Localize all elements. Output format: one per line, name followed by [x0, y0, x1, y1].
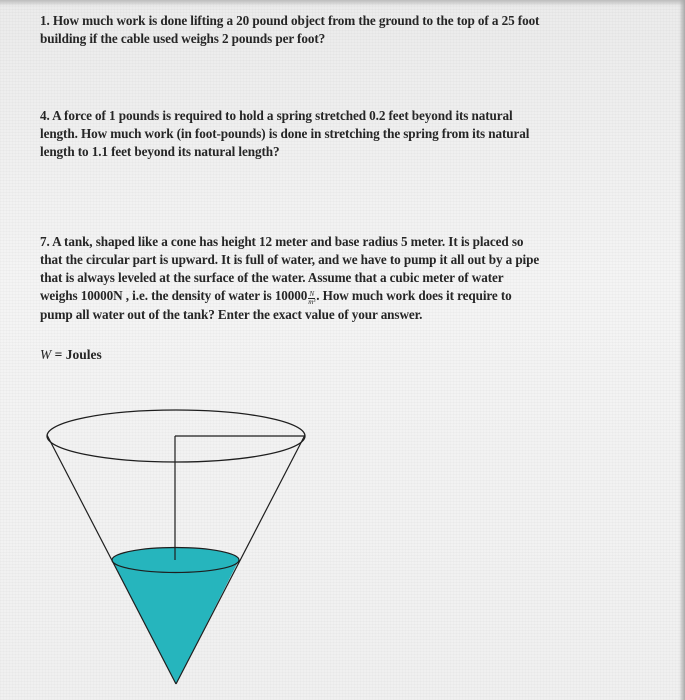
- problem-7-line-4-end: . How much work does it require to: [316, 288, 512, 303]
- problem-7-line-1: 7. A tank, shaped like a cone has height 12 meter and base radius 5 meter. It is placed so: [40, 234, 524, 249]
- problem-4-line-1: 4. A force of 1 pounds is required to hold a spring stretched 0.2 feet beyond its natural: [40, 108, 513, 123]
- problem-7-line-2: that the circular part is upward. It is full of water, and we have to pump it all out by a pipe: [40, 252, 540, 267]
- problem-1-line-1: 1. How much work is done lifting a 20 pound object from the ground to the top of a 25 foot: [40, 13, 540, 28]
- problem-7-line-4-start: weighs 10000N , i.e. the density of water is 10000: [40, 288, 308, 303]
- problem-1-line-2: building if the cable used weighs 2 pounds per foot?: [40, 31, 326, 46]
- answer-variable: W: [40, 347, 52, 362]
- answer-unit: Joules: [65, 347, 102, 362]
- cone-water: [112, 560, 239, 684]
- problem-4-line-2: length. How much work (in foot-pounds) is done in stretching the spring from its natural: [40, 126, 530, 141]
- density-unit-denominator: m³: [308, 298, 316, 306]
- problem-7-line-3: that is always leveled at the surface of the water. Assume that a cubic meter of water: [40, 270, 504, 285]
- problem-4-line-3: length to 1.1 feet beyond its natural length?: [40, 144, 280, 159]
- density-unit-numerator: N: [309, 290, 315, 298]
- problem-7-line-5: pump all water out of the tank? Enter the exact value of your answer.: [40, 307, 423, 322]
- answer-equals: =: [51, 347, 66, 362]
